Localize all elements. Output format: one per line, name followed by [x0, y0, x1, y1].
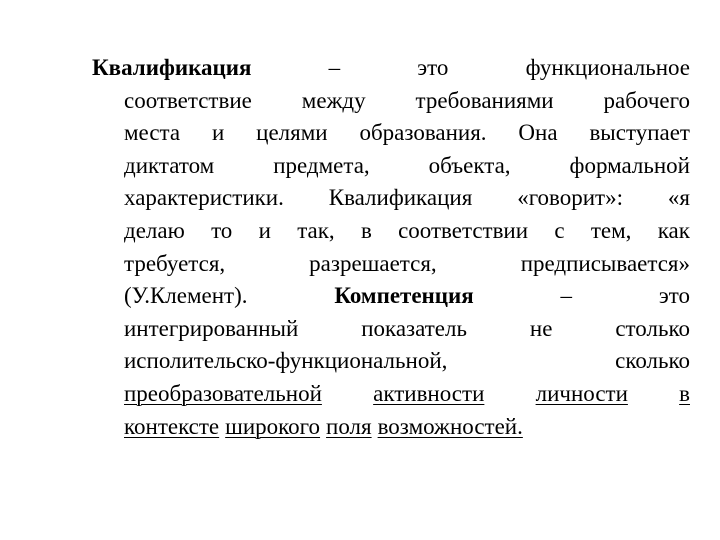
word: функциональное — [525, 55, 690, 80]
word: предмета, — [273, 152, 370, 178]
term-qualification: Квалификация — [92, 55, 252, 80]
word: в — [360, 217, 372, 243]
underlined-word: широкого — [225, 413, 321, 439]
word: диктатом — [124, 152, 215, 178]
word: Квалификация — [328, 185, 473, 211]
text-line-11 — [92, 378, 690, 411]
word: разрешается, — [309, 250, 437, 276]
word: формальной — [569, 152, 690, 178]
word: предписывается» — [520, 250, 690, 276]
word: Она — [518, 120, 558, 146]
text-line-4 — [92, 150, 690, 183]
word: интегрированный — [124, 315, 299, 341]
underlined-word: возможностей. — [377, 413, 523, 439]
underlined-word: поля — [326, 413, 372, 439]
word: не — [529, 315, 553, 341]
word: «говорит»: — [517, 185, 624, 211]
word: – — [328, 55, 341, 80]
text-line-3 — [92, 117, 690, 150]
word: соответствии — [398, 217, 529, 243]
text-line-12 — [92, 411, 690, 444]
word: показатель — [361, 315, 467, 341]
word: (У.Клемент). — [124, 283, 248, 309]
word: между — [301, 87, 366, 113]
word: то — [211, 217, 233, 243]
word: «я — [667, 185, 690, 211]
term-competence: Компетенция — [334, 283, 474, 309]
underlined-word: контексте — [124, 413, 220, 439]
word: характеристики. — [124, 185, 284, 211]
underlined-word: в — [679, 380, 690, 406]
text-line-8 — [92, 280, 690, 313]
underlined-word: преобразовательной — [124, 380, 322, 406]
word: требуется, — [124, 250, 226, 276]
text-line-2 — [92, 85, 690, 118]
word: и — [211, 120, 225, 146]
word: целями — [256, 120, 328, 146]
definition-paragraph — [92, 52, 690, 443]
text-line-7 — [92, 248, 690, 281]
text-line-6 — [92, 215, 690, 248]
underlined-word: личности — [535, 380, 628, 406]
word: образования. — [359, 120, 487, 146]
word: и — [258, 217, 271, 243]
text-line-5 — [92, 182, 690, 215]
word: требованиями — [415, 87, 554, 113]
word: с — [554, 217, 565, 243]
word: места — [124, 120, 181, 146]
text-line-1 — [92, 52, 690, 85]
word: это — [658, 283, 690, 309]
word: объекта, — [428, 152, 511, 178]
word: как — [657, 217, 690, 243]
word: это — [417, 55, 449, 80]
text-line-9 — [92, 313, 690, 346]
word: делаю — [124, 217, 185, 243]
word: так, — [297, 217, 335, 243]
word: столько — [615, 315, 690, 341]
word: исполительско-функциональной, — [124, 348, 448, 374]
word: рабочего — [603, 87, 690, 113]
word: – — [560, 283, 573, 309]
word: тем, — [590, 217, 632, 243]
underlined-word: активности — [373, 380, 485, 406]
text-line-10 — [92, 345, 690, 378]
word: сколько — [615, 348, 690, 374]
word: соответствие — [124, 87, 252, 113]
word: выступает — [589, 120, 690, 146]
